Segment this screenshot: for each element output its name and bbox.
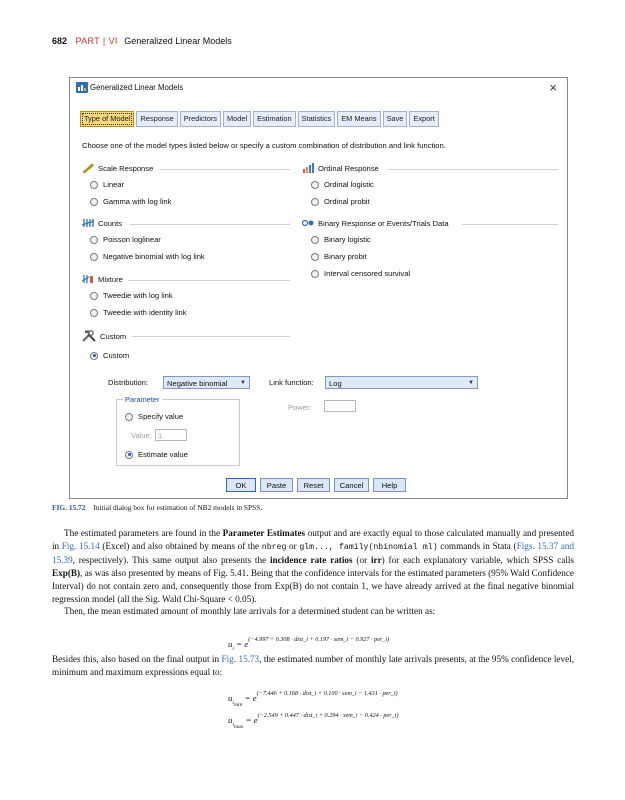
estimate-value-label: Estimate value — [138, 450, 188, 459]
part-number: VI — [108, 36, 118, 46]
ruler-icon — [82, 163, 94, 173]
link-function-value: Log — [329, 379, 342, 388]
radio-tweedie-log[interactable] — [90, 292, 98, 300]
option-gamma-log[interactable] — [90, 197, 171, 206]
chevron-down-icon: ▼ — [240, 380, 246, 386]
p1-bold: incidence rate ratios — [269, 555, 353, 566]
radio-interval-censored[interactable] — [311, 270, 319, 278]
cancel-button[interactable]: Cancel — [334, 478, 369, 492]
radio-custom-selected[interactable] — [90, 352, 98, 360]
tab-model[interactable]: Model — [223, 111, 251, 127]
title-bar — [70, 78, 567, 98]
binary-response-label: Binary Response or Events/Trials Data — [318, 218, 449, 228]
tab-em-means[interactable]: EM Means — [337, 111, 380, 127]
reset-button[interactable]: Reset — [297, 478, 330, 492]
option-binary-probit[interactable] — [311, 252, 367, 261]
tab-statistics[interactable]: Statistics — [298, 111, 336, 127]
option-ordinal-probit[interactable] — [311, 197, 370, 206]
option-interval-censored[interactable] — [311, 269, 410, 278]
close-icon[interactable]: × — [549, 80, 557, 95]
figure-label: FIG. 15.72 — [52, 503, 86, 512]
mixture-group — [82, 274, 123, 284]
eq2-lhs: u — [228, 693, 233, 703]
figure-ref-link[interactable]: Figs. 15.37 and 15.39 — [52, 540, 574, 566]
custom-group — [82, 330, 126, 342]
power-label: Power: — [288, 403, 312, 412]
radio-binary-logistic[interactable] — [311, 236, 319, 244]
tab-export[interactable]: Export — [409, 111, 438, 127]
mixture-icon — [82, 274, 94, 284]
help-button[interactable]: Help — [373, 478, 406, 492]
ok-button[interactable]: OK — [226, 478, 256, 492]
p1-bold: Parameter Estimates — [222, 528, 306, 538]
p1-bold: Exp(B) — [52, 568, 81, 579]
parameter-legend: Parameter — [125, 395, 160, 404]
tab-type-of-model[interactable]: Type of Model — [80, 111, 134, 127]
divider — [128, 280, 290, 281]
eq1-exponent: (−4.997 + 0.308 · dist_i + 0.197 · sem_i − 0.927 · per_i) — [248, 636, 390, 643]
option-linear[interactable] — [90, 180, 124, 189]
p1-text: , respectively). This same output also presents the — [72, 555, 270, 566]
tab-estimation[interactable]: Estimation — [253, 111, 296, 127]
running-header — [52, 36, 232, 46]
link-function-select[interactable] — [325, 376, 478, 389]
divider — [132, 336, 290, 337]
intro-text: Choose one of the model types listed below or specify a custom combination of distribution and link function. — [82, 141, 446, 150]
option-negative-binomial-log[interactable] — [90, 252, 205, 261]
p1-text: commands in Stata ( — [437, 540, 517, 551]
tab-strip — [80, 111, 441, 127]
ordinal-response-group — [302, 163, 379, 173]
figure-caption — [52, 503, 262, 512]
option-negative-binomial-label: Negative binomial with log link — [103, 252, 205, 261]
spss-app-icon — [76, 82, 88, 93]
radio-estimate-value-selected[interactable] — [125, 451, 133, 459]
code-glm: glm..., family(nbinomial ml) — [299, 542, 438, 552]
option-specify-value[interactable] — [125, 412, 183, 421]
p1-text: or — [286, 540, 300, 551]
p1-text: (or — [352, 555, 371, 566]
dialog-title: Generalized Linear Models — [90, 83, 184, 92]
part-word: PART — [75, 36, 100, 46]
value-input[interactable]: 1 — [155, 429, 187, 441]
part-label — [76, 36, 118, 46]
radio-linear[interactable] — [90, 181, 98, 189]
divider — [388, 169, 558, 170]
divider — [160, 169, 290, 170]
option-binary-logistic-label: Binary logistic — [324, 235, 371, 244]
scale-response-group — [82, 163, 153, 173]
link-function-label: Link function: — [269, 378, 314, 387]
binary-response-group — [302, 218, 449, 228]
eq3-sub: i — [232, 721, 234, 728]
p1-text: output and are exactly equal to those calculated manually and presented in — [52, 528, 574, 551]
equation-1: $u_i = e^{(-4.997 + 0.308 \cdot dist\_i + 0.197 \cdot sem\_i - 0.927 \cdot per\_i)}$ — [228, 636, 390, 652]
binary-icon — [302, 218, 314, 228]
option-linear-label: Linear — [103, 180, 125, 189]
tab-save[interactable]: Save — [383, 111, 408, 127]
p1-text: , as was also presented by means of Fig. 5.41. Being that the confidence intervals for the estimated parameters (95% Wald Confidence Interval) do not contain zero and, consequently those from Exp(B) do not contain 1, we have already arrived at the final negative binomial regression model (all the Sig. Wald Chi-Square < 0.05). — [52, 568, 574, 604]
option-tweedie-identity-label: Tweedie with identity link — [103, 308, 187, 317]
option-ordinal-logistic[interactable] — [311, 180, 374, 189]
radio-gamma-log[interactable] — [90, 198, 98, 206]
figure-ref-link[interactable]: Fig. 15.14 — [61, 540, 100, 551]
radio-binary-probit[interactable] — [311, 253, 319, 261]
header-separator: | — [102, 36, 106, 46]
option-tweedie-log[interactable] — [90, 291, 173, 300]
option-gamma-log-label: Gamma with log link — [103, 197, 172, 206]
mixture-label: Mixture — [98, 274, 123, 284]
ordinal-bar-chart-icon — [302, 163, 314, 173]
glm-dialog — [69, 77, 568, 499]
distribution-select[interactable] — [163, 376, 250, 389]
equation-2: $u_{i_{min}} = e^{(-7.446 + 0.168 \cdot dist\_i + 0.100 \cdot sem\_i - 1.431 \cdot per\_i)}$ — [228, 690, 398, 708]
radio-poisson[interactable] — [90, 236, 98, 244]
radio-ordinal-probit[interactable] — [311, 198, 319, 206]
option-tweedie-identity[interactable] — [90, 308, 187, 317]
counts-icon — [82, 218, 94, 228]
eq2-sub: i — [232, 699, 234, 706]
page-number: 682 — [52, 36, 68, 46]
option-tweedie-log-label: Tweedie with log link — [103, 291, 173, 300]
p3-text: Besides this, also based on the final output in — [52, 654, 222, 664]
eq3-exponent: (−2.549 + 0.447 · dist_i + 0.294 · sem_i − 0.424 · per_i) — [257, 712, 399, 719]
option-interval-censored-label: Interval censored survival — [324, 269, 411, 278]
radio-negative-binomial[interactable] — [90, 253, 98, 261]
divider — [130, 224, 290, 225]
radio-tweedie-identity[interactable] — [90, 309, 98, 317]
option-custom[interactable] — [90, 351, 129, 360]
p1-text: The estimated parameters are found in the — [64, 528, 223, 538]
tab-response[interactable]: Response — [136, 111, 177, 127]
code-nbreg: nbreg — [261, 542, 287, 552]
equation-3: $u_{i_{max}} = e^{(-2.549 + 0.447 \cdot dist\_i + 0.294 \cdot sem\_i - 0.424 \cdot per\_i)}$ — [228, 712, 399, 730]
parameter-fieldset — [116, 395, 240, 466]
p1-text: (Excel) and also obtained by means of the — [99, 540, 262, 551]
eq3-lhs: u — [228, 715, 233, 725]
eq3-subsub: max — [233, 723, 244, 730]
option-ordinal-probit-label: Ordinal probit — [324, 197, 370, 206]
distribution-label: Distribution: — [108, 378, 149, 387]
counts-label: Counts — [98, 218, 123, 228]
eq2-exponent: (−7.446 + 0.168 · dist_i + 0.100 · sem_i − 1.431 · per_i) — [256, 690, 398, 697]
radio-ordinal-logistic[interactable] — [311, 181, 319, 189]
specify-value-label: Specify value — [138, 412, 184, 421]
custom-label: Custom — [100, 331, 127, 341]
option-binary-probit-label: Binary probit — [324, 252, 367, 261]
chevron-down-icon: ▼ — [468, 380, 474, 386]
option-custom-label: Custom — [103, 351, 130, 360]
option-poisson-label: Poisson loglinear — [103, 235, 161, 244]
eq1-lhs: u — [228, 639, 233, 649]
section-title: Generalized Linear Models — [124, 36, 232, 46]
p3-text: , the estimated number of monthly late arrivals presents, at the 95% confidence level, minimum and maximum expressions equal to: — [52, 654, 575, 677]
paragraph-3 — [52, 653, 574, 678]
option-ordinal-logistic-label: Ordinal logistic — [324, 180, 374, 189]
paragraph-1 — [52, 527, 574, 618]
power-input[interactable] — [324, 400, 356, 412]
ordinal-response-label: Ordinal Response — [318, 163, 379, 173]
tab-predictors[interactable]: Predictors — [180, 111, 221, 127]
value-label: Value: — [131, 431, 152, 440]
paragraph-2: Then, the mean estimated amount of monthly late arrivals for a determined student can be written as: — [64, 606, 436, 617]
option-binary-logistic[interactable] — [311, 235, 371, 244]
paste-button[interactable]: Paste — [260, 478, 293, 492]
tools-icon — [82, 330, 96, 342]
distribution-value: Negative binomial — [167, 379, 228, 388]
figure-caption-text: Initial dialog box for estimation of NB2 models in SPSS. — [93, 503, 263, 512]
scale-response-label: Scale Response — [98, 163, 154, 173]
radio-specify-value[interactable] — [125, 413, 133, 421]
option-estimate-value[interactable] — [125, 450, 188, 459]
counts-group — [82, 218, 122, 228]
option-poisson-loglinear[interactable] — [90, 235, 161, 244]
divider — [462, 224, 558, 225]
p1-bold: irr — [370, 555, 382, 566]
figure-ref-link[interactable]: Fig. 15.73 — [221, 654, 260, 664]
p1-text: ) for each explanatory variable, which SPSS calls — [381, 555, 574, 566]
eq2-subsub: min — [233, 701, 243, 708]
eq1-sub: i — [232, 645, 234, 652]
